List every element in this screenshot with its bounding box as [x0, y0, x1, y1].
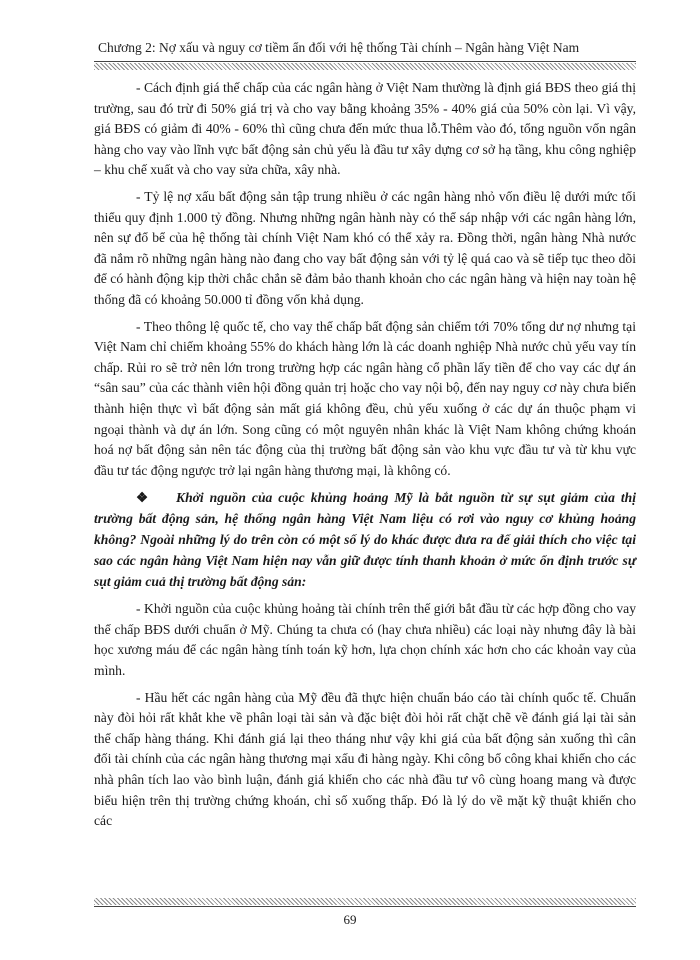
- header-rule: [94, 61, 636, 62]
- page-number: 69: [343, 912, 357, 927]
- question-heading: [94, 487, 636, 592]
- diamond-bullet-icon: ❖: [136, 490, 149, 506]
- body-text: [94, 78, 636, 838]
- running-header: Chương 2: Nợ xấu và nguy cơ tiềm ẩn đối với hệ thống Tài chính – Ngân hàng Việt Nam: [98, 40, 580, 55]
- paragraph: - Hầu hết các ngân hàng của Mỹ đều đã thực hiện chuẩn báo cáo tài chính quốc tế. Chuẩn này đòi hỏi rất khắt khe về phân loại tài sản và đặc biệt đòi hỏi rất chặt chẽ về đánh giá lại tài sản thế chấp hàng tháng. Khi đánh giá lại theo tháng như vậy khi giá của bất động sản xuống thì cân đối tài chính của các ngân hàng thương mại xấu đi hàng ngày. Khi công bố công khai khiến cho các nhà phân tích lao vào bình luận, đánh giá khiến cho các nhà đầu tư vô cùng hoang mang và được biểu hiện trên thị trường chứng khoán, chỉ số xuống thấp. Đó là lý do về mặt kỹ thuật khiến cho các: [94, 689, 636, 829]
- footer-hatch-border: [94, 898, 636, 905]
- paragraph: - Khởi nguồn của cuộc khủng hoảng tài chính trên thế giới bắt đầu từ các hợp đồng cho vay thế chấp BĐS dưới chuẩn ở Mỹ. Chúng ta chưa có (hay chưa nhiều) các loại này nhưng đây là bài học xương máu để các ngân hàng tính toán kỹ hơn, lựa chọn chính xác hơn cho các khoản vay của mình.: [94, 601, 636, 679]
- header-hatch-border: [94, 63, 636, 70]
- paragraph: - Cách định giá thế chấp của các ngân hàng ở Việt Nam thường là định giá BĐS theo giá thị trường, sau đó trừ đi 50% giá trị và cho vay bằng khoảng 35% - 40% giá của 50% còn lại. Vì vậy, giá BĐS có giảm đi 40% - 60% thì cũng chưa đến mức thua lỗ.Thêm vào đó, tổng nguồn vốn ngân hàng cho vay vào lĩnh vực bất động sản chủ yếu là đầu tư xây dựng cơ sở hạ tầng, khu công nghiệp – khu chế xuất và cho vay sửa chữa, xây nhà.: [94, 80, 636, 178]
- paragraph: - Theo thông lệ quốc tế, cho vay thế chấp bất động sản chiếm tới 70% tổng dư nợ nhưng tại Việt Nam chỉ chiếm khoảng 55% do khách hàng lớn là các doanh nghiệp Nhà nước chủ yếu vay tín chấp. Rủi ro sẽ trở nên lớn trong trường hợp các ngân hàng cổ phần lấy tiền để cho vay các dự án “sân sau” của các thành viên hội đồng quản trị hoặc cho vay nội bộ, đến nay nguy cơ này chưa biến thành hiện thực vì bất động sản mất giá không đều, chủ yếu xuống ở các dự án thuộc phạm vi ngoại thành và dự án lớn. Song cũng có một nguyên nhân khác là Việt Nam không chứng khoán hoá nợ bất động sản nên tác động của thị trường bất động sản vào khu vực đầu tư và từ khu vực đầu tư tác động ngược trở lại ngân hàng thương mại, là không có.: [94, 318, 636, 478]
- paragraph: - Tỷ lệ nợ xấu bất động sản tập trung nhiều ở các ngân hàng nhỏ vốn điều lệ dưới mức tối thiểu quy định 1.000 tỷ đồng. Nhưng những ngân hành này có thể sáp nhập với các ngân hàng lớn, nên sự đổ bể của hệ thống tài chính Việt Nam khó có thể xảy ra. Đồng thời, ngân hàng Nhà nước đã nắm rõ những ngân hàng nào đang cho vay bất động sản với tỷ lệ quá cao và sẽ tiếp tục theo dõi để có hành động kịp thời chắc chắn sẽ đảm bảo thanh khoản cho các ngân hàng và hiện nay toàn hệ thống đã có khoảng 50.000 tỉ đồng vốn khả dụng.: [94, 188, 636, 307]
- question-heading-text: Khởi nguồn của cuộc khủng hoảng Mỹ là bắt nguồn từ sự sụt giảm của thị trường bất động sản, hệ thống ngân hàng Việt Nam liệu có rơi vào nguy cơ khủng hoảng không? Ngoài những lý do trên còn có một số lý do khác được đưa ra để giải thích cho việc tại sao các ngân hàng Việt Nam hiện nay vẫn giữ được tính thanh khoản ở mức ổn định trước sự sụt giảm cuả thị trường bất động sản:: [94, 490, 636, 590]
- footer-rule: [94, 906, 636, 907]
